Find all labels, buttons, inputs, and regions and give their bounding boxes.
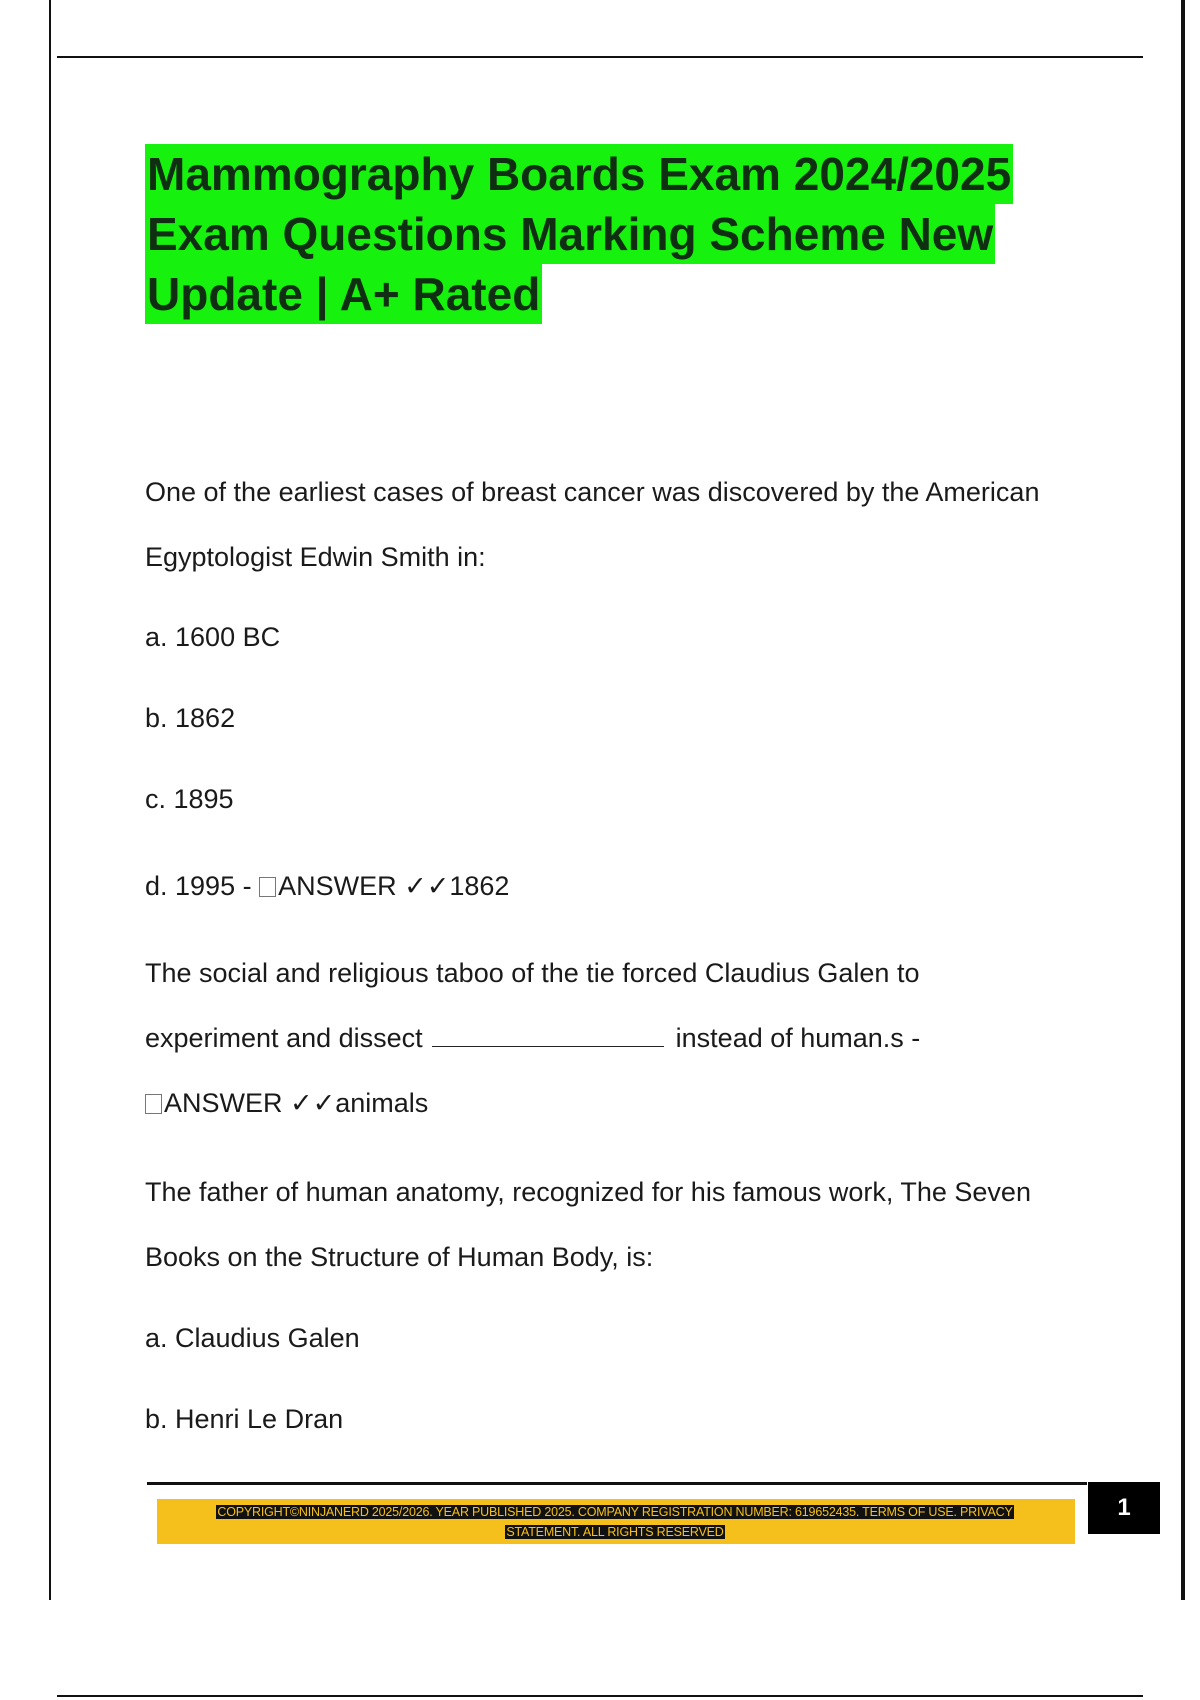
q1-option-c: c. 1895 [145, 784, 234, 814]
q2-answer: ANSWER ✓✓animals [164, 1088, 429, 1118]
q2-text-after-blank: instead of human.s - [668, 1023, 921, 1053]
copyright-line-1: COPYRIGHT©NINJANERD 2025/2026. YEAR PUBLISHED 2025. COMPANY REGISTRATION NUMBER: 619652435. TERMS OF USE. PRIVACY [217, 1505, 1013, 1519]
copyright-line-2: STATEMENT. ALL RIGHTS RESERVED [506, 1525, 724, 1539]
q3-text-line-2: Books on the Structure of Human Body, is: [145, 1242, 654, 1272]
left-border-line [49, 0, 51, 1600]
copyright-notice [172, 1502, 1058, 1542]
missing-glyph-box-icon [145, 1094, 162, 1114]
q1-option-d [145, 870, 1105, 903]
footer-rule [147, 1482, 1087, 1485]
q3-option-b: b. Henri Le Dran [145, 1404, 344, 1434]
fill-in-blank [432, 1024, 664, 1047]
q1-text-line-1: One of the earliest cases of breast cancer was discovered by the American [145, 477, 1040, 507]
q3-text-line-1: The father of human anatomy, recognized for his famous work, The Seven [145, 1177, 1031, 1207]
bottom-rule [57, 1695, 1143, 1697]
q2-text-line-2 [145, 1022, 1105, 1055]
question-content [145, 476, 1105, 1436]
q2-text-line-1: The social and religious taboo of the tie forced Claudius Galen to [145, 958, 920, 988]
header-rule [57, 56, 1143, 58]
q1-option-b: b. 1862 [145, 703, 236, 733]
page-number: 1 [1088, 1482, 1160, 1534]
right-border-line [1181, 0, 1185, 1600]
q1-option-a: a. 1600 BC [145, 622, 281, 652]
document-title [145, 144, 1105, 324]
title-line-2: Exam Questions Marking Scheme New [145, 204, 995, 264]
q2-text-before-blank: experiment and dissect [145, 1023, 431, 1053]
q1-answer: ANSWER ✓✓1862 [278, 871, 510, 901]
q1-text-line-2: Egyptologist Edwin Smith in: [145, 542, 486, 572]
q3-option-a: a. Claudius Galen [145, 1323, 360, 1353]
q1-option-d-label: d. 1995 - [145, 871, 260, 901]
q2-answer-line [145, 1087, 1105, 1120]
title-line-3: Update | A+ Rated [145, 264, 542, 324]
missing-glyph-box-icon [259, 877, 276, 897]
title-line-1: Mammography Boards Exam 2024/2025 [145, 144, 1013, 204]
